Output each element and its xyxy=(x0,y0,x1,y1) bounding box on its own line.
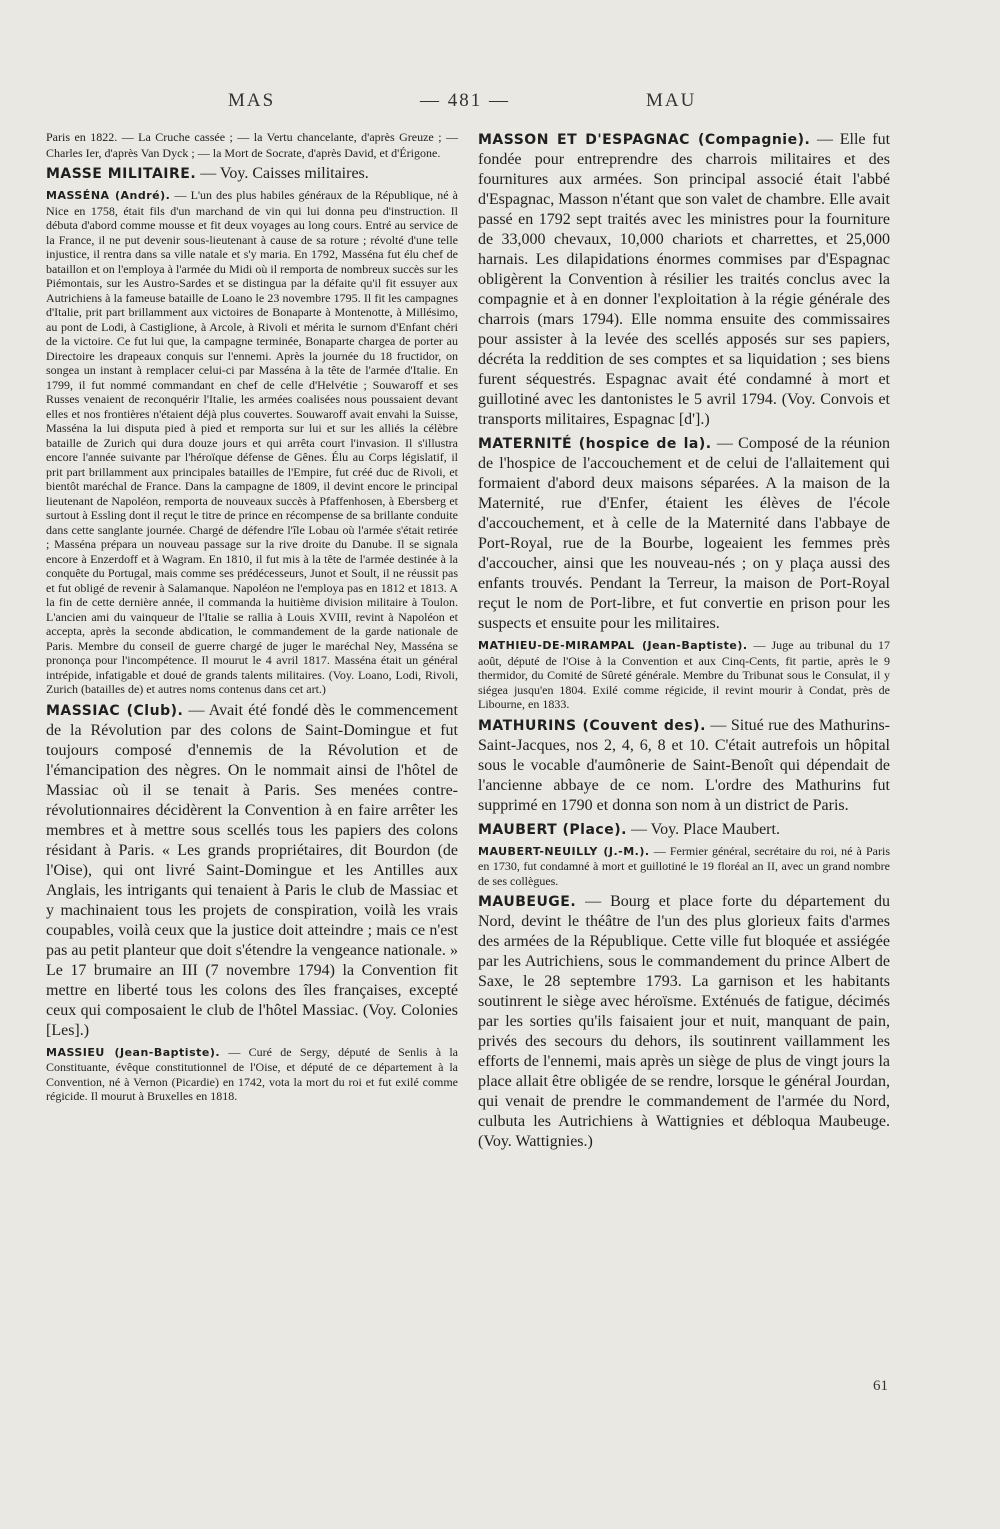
entry-maternite xyxy=(478,434,890,634)
entry-headword: MASSON ET D'ESPAGNAC (Compagnie). xyxy=(478,132,811,148)
entry-text: — Composé de la réunion de l'hospice de l'accouchement et de celui de l'allaitement qui formaient d'abord deux maisons séparées. A la maison de la Maternité, rue d'Enfer, étaient les élèves de l'école d'accouchement, et à celle de la Maternité dans l'abbaye de Port-Royal, rue de la Bourbe, logeaient les femmes près d'accoucher, ainsi que les nouveau-nés ; on y plaça aussi des enfants trouvés. Pendant la Terreur, la maison de Port-Royal reçut le nom de Port-libre, et fut convertie en prison pour les suspects et ensuite pour les militaires. xyxy=(478,435,890,632)
entry-headword: MATHURINS (Couvent des). xyxy=(478,717,706,734)
entry-text: — Avait été fondé dès le commencement de la Révolution par des colons de Saint-Domingue et fut toujours composé d'ennemis de la Révolution et de l'émancipation des nègres. On le nommait ainsi de l'hôtel de Massiac où il se tenait à Paris. Ses menées contre-révolutionnaires décidèrent la Convention à en faire arrêter les membres et à mettre sous scellés tous les papiers des colons résidant à Paris. « Les grands propriétaires, dit Bourdon (de l'Oise), qui ont livré Saint-Domingue et les Antilles aux Anglais, les intrigants qui tenaient à Paris le club de Massiac et y machinaient tous les projets de conspiration, voilà les vrais coupables, voilà ceux que la justice doit atteindre ; mais ce n'est pas au petit planteur que doit s'étendre la vengeance nationale. » Le 17 brumaire an III (7 novembre 1794) la Convention fit mettre en liberté tous les colons des îles françaises, excepté ceux qui composaient le club de l'hôtel Massiac. (Voy. Colonies [Les].) xyxy=(46,701,458,1039)
running-head-right: MAU xyxy=(646,90,697,111)
page-number: — 481 — xyxy=(420,90,510,111)
entry-text: — Fermier général, secrétaire du roi, né à Paris en 1730, fut condamné à mort et guillotiné le 19 floréal an II, avec un grand nombre de ses collègues. xyxy=(478,843,891,888)
entry-headword: MAUBERT-NEUILLY (J.-M.). xyxy=(478,844,650,858)
entry-mathurins xyxy=(478,716,890,816)
entry-continuation xyxy=(46,130,458,160)
entry-text: — Juge au tribunal du 17 août, député de l'Oise à la Convention et aux Cinq-Cents, fit partie, après le 9 thermidor, du Comité de Sûreté générale. Membre du Tribunat sous le Consulat, il y siégea jusqu'en 1804. Exilé comme régicide, il revint mourir à Condat, près de Libourne, en 1833. xyxy=(478,638,890,711)
running-head-left: MAS xyxy=(228,90,276,111)
entry-headword: MASSIAC (Club). xyxy=(46,702,184,719)
entry-headword: MATERNITÉ (hospice de la). xyxy=(478,436,712,452)
entry-maubeuge xyxy=(478,892,890,1152)
entry-massena xyxy=(46,188,458,697)
entry-text: Paris en 1822. — La Cruche cassée ; — la Vertu chancelante, d'après Greuze ; — Charles Ier, d'après Van Dyck ; — la Mort de Socrate, d'après David, et d'Érigone. xyxy=(46,130,458,160)
entry-text: — Voy. Place Maubert. xyxy=(630,820,780,838)
entry-headword: MAUBERT (Place). xyxy=(478,821,627,838)
entry-text: — L'un des plus habiles généraux de la République, né à Nice en 1758, était fils d'un marchand de vin qui lui donna peu d'instruction. Il débuta d'abord comme mousse et fit deux voyages au long cours. Entré au service de la France, il ne put devenir sous-lieutenant à cause de sa roture ; révolté d'une telle injustice, il rentra dans sa ville natale et s'y maria. En 1792, Masséna fut élu chef de bataillon et on l'employa à l'armée du Midi où il remporta de nombreux succès sur les Piémontais, sur les Austro-Sardes et se distingua par la défaite qu'il fit essuyer aux Autrichiens à la fameuse bataille de Loano le 23 novembre 1795. Il fit les campagnes d'Italie, prit part brillamment aux victoires de Bonaparte à Montenotte, à Millésimo, au pont de Lodi, à Castiglione, à Arcole, à Rivoli et mérita le surnom d'Enfant chéri de la victoire. Ce fut lui que, la campagne terminée, Bonaparte chargea de porter au Directoire les drapeaux conquis sur l'ennemi. Après la journée du 18 fructidor, on songea un instant à remplacer celui-ci par Masséna à la tête de l'armée d'Italie. En 1799, il fut nommé commandant en chef de celle d'Helvétie ; Souwaroff et ses Russes venaient de reconquérir l'Italie, les armées coalisées nous poussaient devant elles et nos frontières n'étaient déjà plus couvertes. Souwaroff avait envahi la Suisse, Masséna la lui disputa pied à pied et remporta sur lui et sur les alliés la célèbre bataille de Zurich qui dura douze jours et qui arrêta court l'invasion. Il s'illustra encore l'année suivante par l'héroïque défense de Gênes. Élu au Corps législatif, il prit part brillamment aux principales batailles de l'Empire, fut créé duc de Rivoli, et bientôt maréchal de France. Dans la campagne de 1809, il devint encore le principal lieutenant de Napoléon, remporta de nouveaux succès à Pfaffenhosen, à Ebersberg et surtout à Essling dont il reçut le titre de prince en récompense de sa brillante conduite dans cette sanglante journée. Chargé de défendre l'île Lobau où l'armée s'était retirée ; Masséna prépara un nouveau passage sur la rive droite du Danube. Il se signala encore à Enzerdoff et à Wagram. En 1810, il fut mis à la tête de l'armée destinée à la conquête du Portugal, mais comme ses prédécesseurs, Junot et Soult, il ne réussit pas et fut obligé de revenir à Salamanque. Napoléon ne l'employa pas en 1812 et 1813. A la fin de cette dernière année, il commanda la huitième division militaire à Toulon. L'ancien ami du vainqueur de l'Italie se rallia à Louis XVIII, revint à Napoléon et accepta, après la seconde abdication, le commandement de la garde nationale de Paris. Membre du conseil de guerre chargé de juger le maréchal Ney, Masséna se prononça pour l'incompétence. Il mourut le 4 avril 1817. Masséna était un général intrépide, infatigable et doué de grands talents militaires. (Voy. Loano, Lodi, Rivoli, Zurich (batailles de) et autres noms contenus dans cet art.) xyxy=(46,188,459,696)
entry-massieu xyxy=(46,1045,458,1104)
left-column xyxy=(46,130,458,1108)
entry-massiac xyxy=(46,701,458,1041)
signature-mark: 61 xyxy=(873,1378,888,1394)
entry-masson-espagnac xyxy=(478,130,890,430)
entry-headword: MAUBEUGE. xyxy=(478,894,577,910)
right-column xyxy=(478,130,890,1156)
entry-masse-militaire xyxy=(46,164,458,184)
entry-headword: MASSIEU (Jean-Baptiste). xyxy=(46,1045,221,1059)
entry-maubert-place xyxy=(478,820,890,840)
entry-maubert-neuilly xyxy=(478,844,890,889)
entry-mathieu-de-mirampal xyxy=(478,638,890,712)
entry-text: — Bourg et place forte du département du Nord, devint le théâtre de l'un des plus glorieux faits d'armes des armées de la République. Cette ville fut bloquée et assiégée par les Autrichiens, sous le commandement du prince Albert de Saxe, le 28 septembre 1793. La garnison et les habitants soutinrent le siège avec héroïsme. Exténués de fatigue, décimés par les sorties qu'ils faisaient jour et nuit, manquant de pain, privés des secours du dehors, ils soutinrent vaillamment les efforts de l'ennemi, mais après un siège de plus de vingt jours la place allait être obligée de se rendre, lorsque le général Jourdan, qui venait de prendre le commandement de l'armée du Nord, culbuta les Autrichiens à Wattignies et débloqua Maubeuge. (Voy. Wattignies.) xyxy=(478,893,891,1150)
entry-headword: MASSÉNA (André). xyxy=(46,189,171,202)
entry-headword: MASSE MILITAIRE. xyxy=(46,166,197,182)
entry-text: — Voy. Caisses militaires. xyxy=(200,165,369,182)
entry-text: — Elle fut fondée pour entreprendre des charrois militaires et des fournitures aux armées. Son principal associé était l'abbé d'Espagnac, Masson n'étant que son valet de chambre. Elle avait passé en 1792 sept traités avec les ministres pour la fourniture de 33,000 chevaux, 10,000 chariots et charrettes, et 25,000 harnais. Les dilapidations énormes commises par d'Espagnac obligèrent la Convention à résilier les traités conclus avec la compagnie et à en donner l'exploitation à la régie générale des charrois (mars 1794). Elle nomma ensuite des commissaires pour assister à la levée des scellés apposés sur ses papiers, décréta la reddition de ses comptes et sa liquidation ; ses biens furent séquestrés. Espagnac avait été condamné à mort et guillotiné avec les dantonistes le 5 avril 1794. (Voy. Convois et transports militaires, Espagnac [d'].) xyxy=(478,131,891,428)
entry-text: — Curé de Sergy, député de Senlis à la Constituante, évêque constitutionnel de l'Oise, et député de ce département à la Convention, né à Vernon (Picardie) en 1742, vota la mort du roi et fut exilé comme régicide. Il mourut à Bruxelles en 1818. xyxy=(46,1044,458,1103)
entry-headword: MATHIEU-DE-MIRAMPAL (Jean-Baptiste). xyxy=(478,639,748,652)
entry-text: — Situé rue des Mathurins-Saint-Jacques, nos 2, 4, 6, 8 et 10. C'était autrefois un hôpital sous le vocable d'aumônerie de Saint-Benoît qui dépendait de l'ancienne abbaye de ce nom. L'ordre des Mathurins fut supprimé en 1790 et donna son nom à un district de Paris. xyxy=(478,716,890,814)
